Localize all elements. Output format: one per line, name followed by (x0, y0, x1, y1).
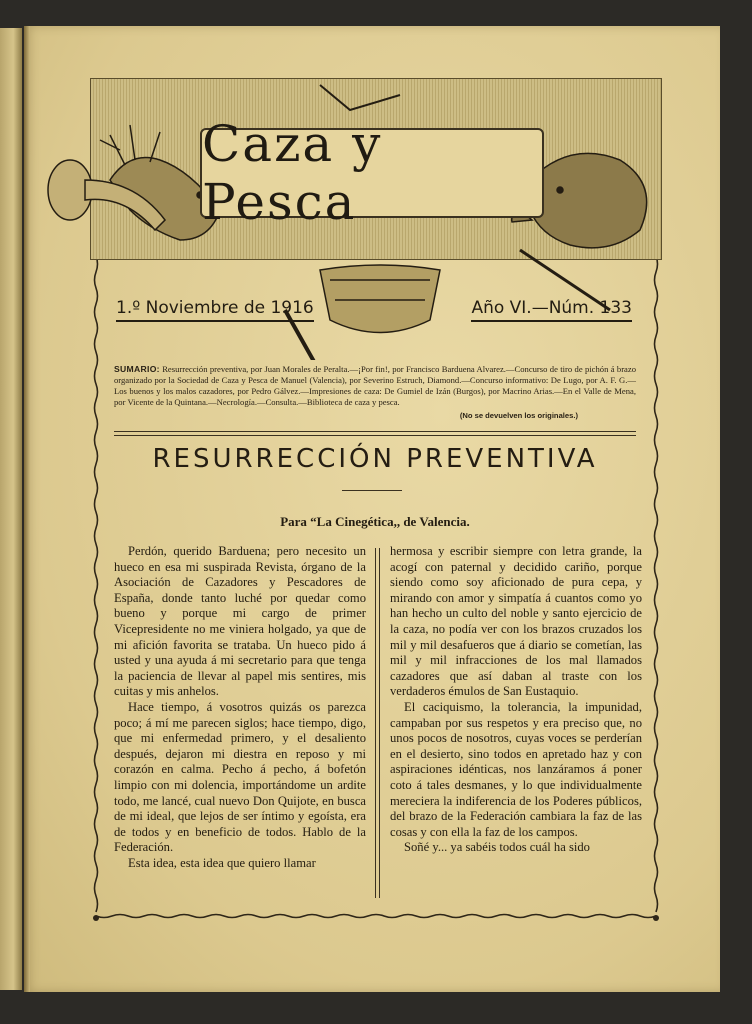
fishing-net-icon (320, 85, 400, 110)
column-divider (375, 548, 380, 898)
article-column-right (390, 544, 642, 856)
headline-rule (342, 490, 402, 491)
summary-block (114, 364, 636, 421)
summary-label: SUMARIO: (114, 364, 160, 374)
page-binding (24, 26, 30, 992)
paragraph: El caciquismo, la tolerancia, la impunidad, campaban por sus respetos y era preciso que, no unos pocos de nosotros, cuyas voces se perderían en el desierto, sino todos en apretado haz y con aspiraciones idénticas, nos lanzáramos á poner coto á tales desmanes, y lo que individualmente mereciera la indiferencia de los Poderes públicos, del brazo de la Federación cambiara la faz de las cosas y con ella la faz de los campos. (390, 699, 642, 839)
issue-number: Año VI.—Núm. 133 (471, 298, 632, 322)
paragraph: Soñé y... ya sabéis todos cuál ha sido (404, 840, 590, 855)
masthead-title: Caza y Pesca (202, 115, 383, 231)
article-dedication: Para “La Cinegética,, de Valencia. (280, 514, 470, 529)
summary-text: Resurrección preventiva, por Juan Morales de Peralta.—¡Por fin!, por Francisco Barduena Alvarez.—Concurso de tiro de pichón á brazo organizado por la Sociedad de Caza y Pesca de Manuel (Valencia), por Severino Estruch, Diamond.—Concurso informativo: De Lugo, por A. F. G.—Los buenos y los malos cazadores, por Pedro Gálvez.—Impresiones de caza: De Gumiel de Izán (Burgos), por Macrino Arias.—En el Valle de Mena, por Vicente de la Quintana.—Necrología.—Consulta.—Biblioteca de caza y pesca. (114, 364, 636, 407)
paragraph: Esta idea, esta idea que quiero llamar (128, 855, 316, 870)
paragraph: Perdón, querido Barduena; pero necesito un hueco en esa mi suspirada Revista, órgano de la Asociación de Cazadores y Pescadores de España, donde tanto luché por quedar como bueno y porque mi cargo de primer Vicepresidente no me viniera holgado, ya que de mi afición favorita se trataba. Un hueco pido á usted y una ayuda á mi secretario para que tenga la paciencia de llevar al papel mis sentires, mis cuitas y mis anhelos. (114, 544, 366, 699)
summary-divider (114, 431, 636, 436)
issue-date: 1.º Noviembre de 1916 (116, 298, 314, 322)
facing-page-edge (0, 28, 22, 990)
issue-info-row (116, 298, 632, 324)
paragraph: hermosa y escribir siempre con letra grande, la acogí con paternal y decidido cariño, porque siendo como soy aficionado de pura cepa, y mirando con amor y simpatía á cuantos como yo han hecho un culto del noble y santo ejercicio de la caza, no podía ver con los brazos cruzados los mil y mil desafueros que á diario se cometían, las mil y mil infracciones de los mal llamados cazadores que así daban al traste con los verdaderos émulos de San Eustaquio. (390, 544, 642, 699)
masthead-title-plate (200, 115, 544, 231)
article-column-left (114, 544, 366, 871)
originals-note: (No se devuelven los originales.) (459, 411, 578, 420)
paragraph: Hace tiempo, á vosotros quizás os parezca poco; á mí me parecen siglos; hace tiempo, digo, que mi enfermedad primero, y el desaliento después, dejaron mi diestra en reposo y mi corazón en calma. Pecho á pecho, á bofetón limpio con mi dolencia, importándome un ardite todo, me lancé, cual nuevo Don Quijote, en busca de mi ideal, que lejos de ser íntimo y egoísta, era de todos y en beneficio de todos. Hablo de la Federación. (114, 699, 366, 855)
article-headline: RESURRECCIÓN PREVENTIVA (152, 444, 598, 474)
